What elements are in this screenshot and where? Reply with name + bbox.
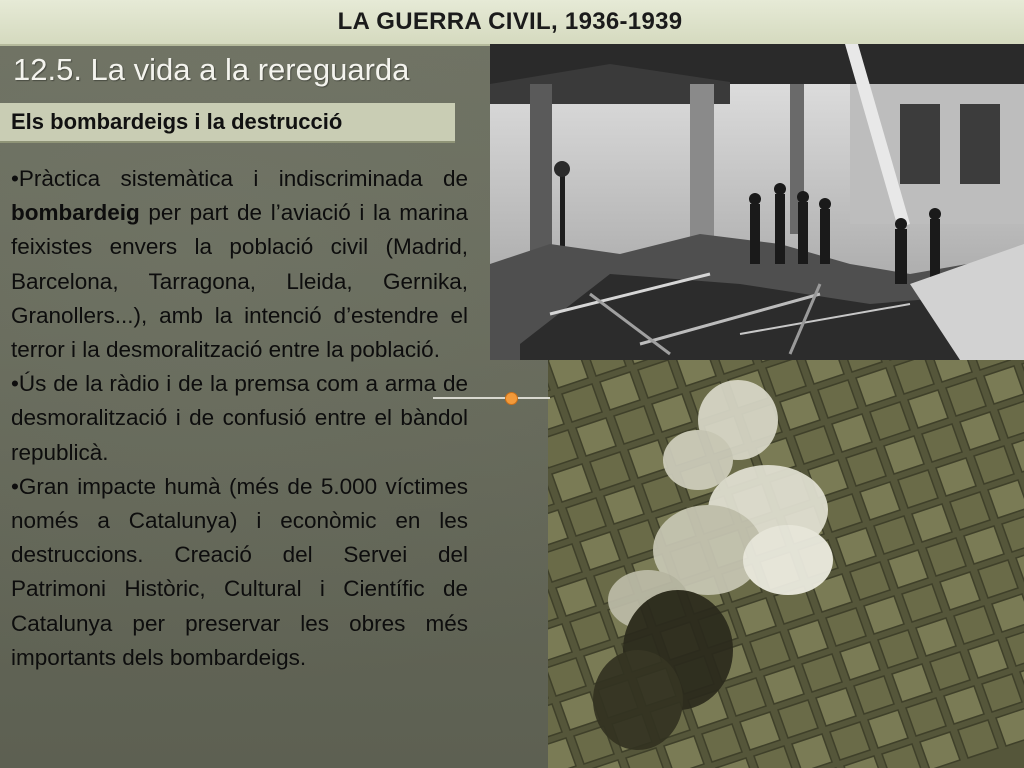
header-bar bbox=[0, 0, 1024, 46]
bullet-item bbox=[11, 470, 468, 675]
divider-line bbox=[433, 397, 550, 399]
bullet-item bbox=[11, 162, 468, 367]
subtitle-text: Els bombardeigs i la destrucció bbox=[11, 109, 343, 134]
header-title: LA GUERRA CIVIL, 1936-1939 bbox=[337, 8, 683, 35]
bullet-list bbox=[11, 162, 468, 675]
rubble-photo bbox=[490, 44, 1024, 360]
bullet-text: •Ús de la ràdio i de la premsa com a arma de desmoralització i de confusió entre el bàndol republicà. bbox=[11, 371, 468, 465]
slide-title: 12.5. La vida a la rereguarda bbox=[13, 52, 410, 87]
bullet-text: •Gran impacte humà (més de 5.000 víctimes només a Catalunya) i econòmic en les destruccions. Creació del Servei del Patrimoni Històric, Cultural i Científic de Catalunya per preservar les obres més importants dels bombardeigs. bbox=[11, 473, 468, 670]
accent-dot bbox=[505, 392, 518, 405]
bullet-text: per part de l’aviació i la marina feixistes envers la població civil (Madrid, Barcelona, Tarragona, Lleida, Gernika, Granollers...), amb la intenció d’estendre el terror i la desmoralització entre la població. bbox=[11, 200, 468, 363]
rubble-photo-image bbox=[490, 44, 1024, 360]
bullet-text: •Pràctica sistemàtica i indiscriminada de bbox=[11, 166, 468, 191]
bullet-item bbox=[11, 367, 468, 470]
aerial-bombing-photo bbox=[548, 360, 1024, 768]
aerial-bombing-image bbox=[548, 360, 1024, 768]
bullet-bold-text: bombardeig bbox=[11, 200, 140, 226]
subtitle-box bbox=[0, 103, 455, 143]
